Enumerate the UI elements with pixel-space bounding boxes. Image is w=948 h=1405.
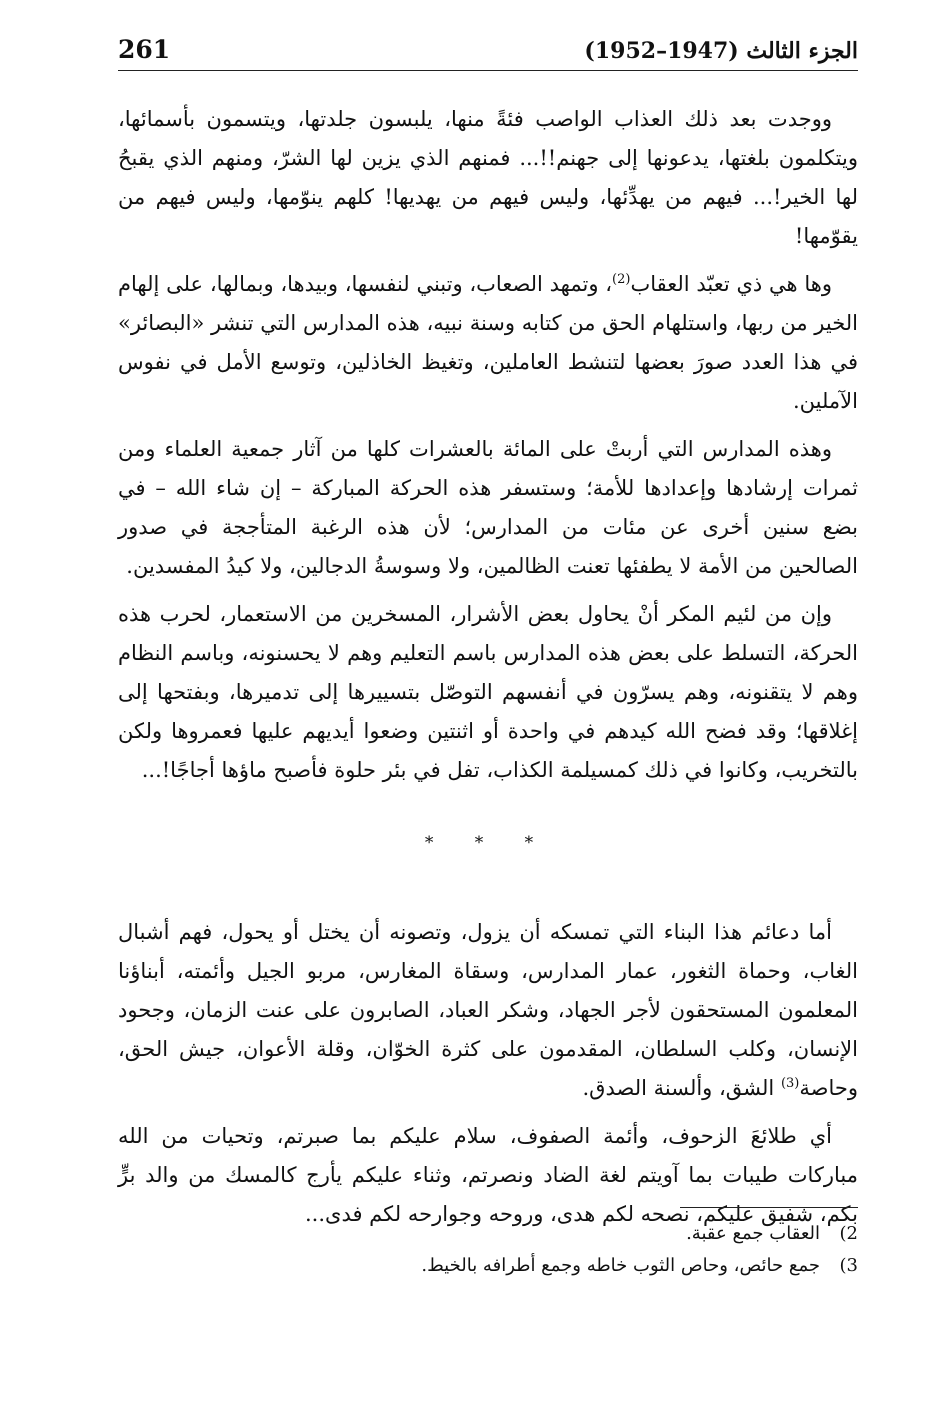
- main-text: [118, 100, 858, 1243]
- footnote-text: جمع حائص، وحاص الثوب خاطه وجمع أطرافه بالخيط.: [421, 1255, 820, 1276]
- paragraph-5-start: أما دعائم هذا البناء التي تمسكه أن يزول، وتصونه أن يختل أو يحول، فهم أشبال الغاب، وحماة الثغور، عمار المدارس، وسقاة المغارس، مربو الجيل وأئمته، أبناؤنا المعلمون المستحقون لأجر الجهاد، وشكر العباد، الصابرون على عنت الزمان، وجحود الإنسان، وكلب السلطان، المقدمون على كثرة الخوّان، وقلة الأعوان، جيش الحق، وحاصة: [118, 920, 858, 1100]
- paragraph-2: [118, 265, 858, 421]
- section-separator: * * *: [424, 833, 552, 853]
- paragraph-3: وهذه المدارس التي أربتْ على المائة بالعشرات كلها من آثار جمعية العلماء ومن ثمرات إرشادها وإعدادها للأمة؛ وستسفر هذه الحركة المباركة – إن شاء الله – في بضع سنين أخرى عن مئات من المدارس؛ لأن هذه الرغبة المتأججة في صدور الصالحين من الأمة لا يطفئها تعنت الظالمين، ولا وسوسةُ الدجالين، ولا كيدُ المفسدين.: [118, 437, 858, 578]
- footnote-number: 3): [839, 1255, 858, 1276]
- footnote-2: [118, 1218, 858, 1250]
- page-header: [118, 28, 858, 71]
- paragraph-6: أي طلائعَ الزحوف، وأئمة الصفوف، سلام عليكم بما صبرتم، وتحيات من الله مباركات طيبات بما آويتم لغة الضاد ونصرتم، وثناء عليكم يأرج كالمسك من والد برٍّ بكم، شفيق عليكم، نصحه لكم هدى، وروحه وجوارحه لكم فدى...: [118, 1124, 858, 1226]
- paragraph-5-end: الشق، وألسنة الصدق.: [582, 1076, 781, 1100]
- paragraph-1: ووجدت بعد ذلك العذاب الواصب فئةً منها، يلبسون جلدتها، ويتسمون بأسمائها، ويتكلمون بلغتها، يدعونها إلى جهنم!!... فمنهم الذي يزين لها الشرّ، ومنهم الذي يقبحُ لها الخير!... فيهم من يهدِّئها، وليس فيهم من يهديها! كلهم ينوّمها، وليس فيهم من يقوّمها!: [118, 107, 858, 248]
- paragraph-2-start: وها هي ذي تعبّد العقاب: [630, 272, 832, 296]
- paragraph-5: [118, 913, 858, 1108]
- footnotes: [118, 1218, 858, 1282]
- footnote-divider: [680, 1207, 858, 1208]
- running-head: الجزء الثالث (1947–1952): [584, 38, 858, 64]
- footnote-ref-2: (2): [612, 272, 631, 287]
- footnote-3: [118, 1250, 858, 1282]
- footnote-number: 2): [839, 1223, 858, 1244]
- footnote-ref-3: (3): [780, 1076, 800, 1091]
- paragraph-2-end: ، وتمهد الصعاب، وتبني لنفسها، وبيدها، وبمالها، على إلهام الخير من ربها، واستلهام الحق من كتابه وسنة نبيه، هذه المدارس التي تنشر «البصائر» في هذا العدد صورَ بعضها لتنشط العاملين، وتغيظ الخاذلين، وتوسع الأمل في نفوس الآملين.: [118, 272, 858, 413]
- paragraph-4: وإن من لئيم المكر أنْ يحاول بعض الأشرار، المسخرين من الاستعمار، لحرب هذه الحركة، التسلط على بعض هذه المدارس باسم التعليم وهم لا يحسنونه، وباسم النظام وهم لا يتقنونه، وهم يسرّون في أنفسهم التوصّل بتسييرها إلى تدميرها، وبفتحها إلى إغلاقها؛ وقد فضح الله كيدهم في واحدة أو اثنتين وضعوا أيديهم عليها فعمروها ولكن بالتخريب، وكانوا في ذلك كمسيلمة الكذاب، تفل في بئر حلوة فأصبح ماؤها أجاجًا!...: [118, 602, 858, 782]
- footnote-text: العقاب جمع عقبة.: [686, 1223, 820, 1244]
- page-number: 261: [118, 35, 171, 64]
